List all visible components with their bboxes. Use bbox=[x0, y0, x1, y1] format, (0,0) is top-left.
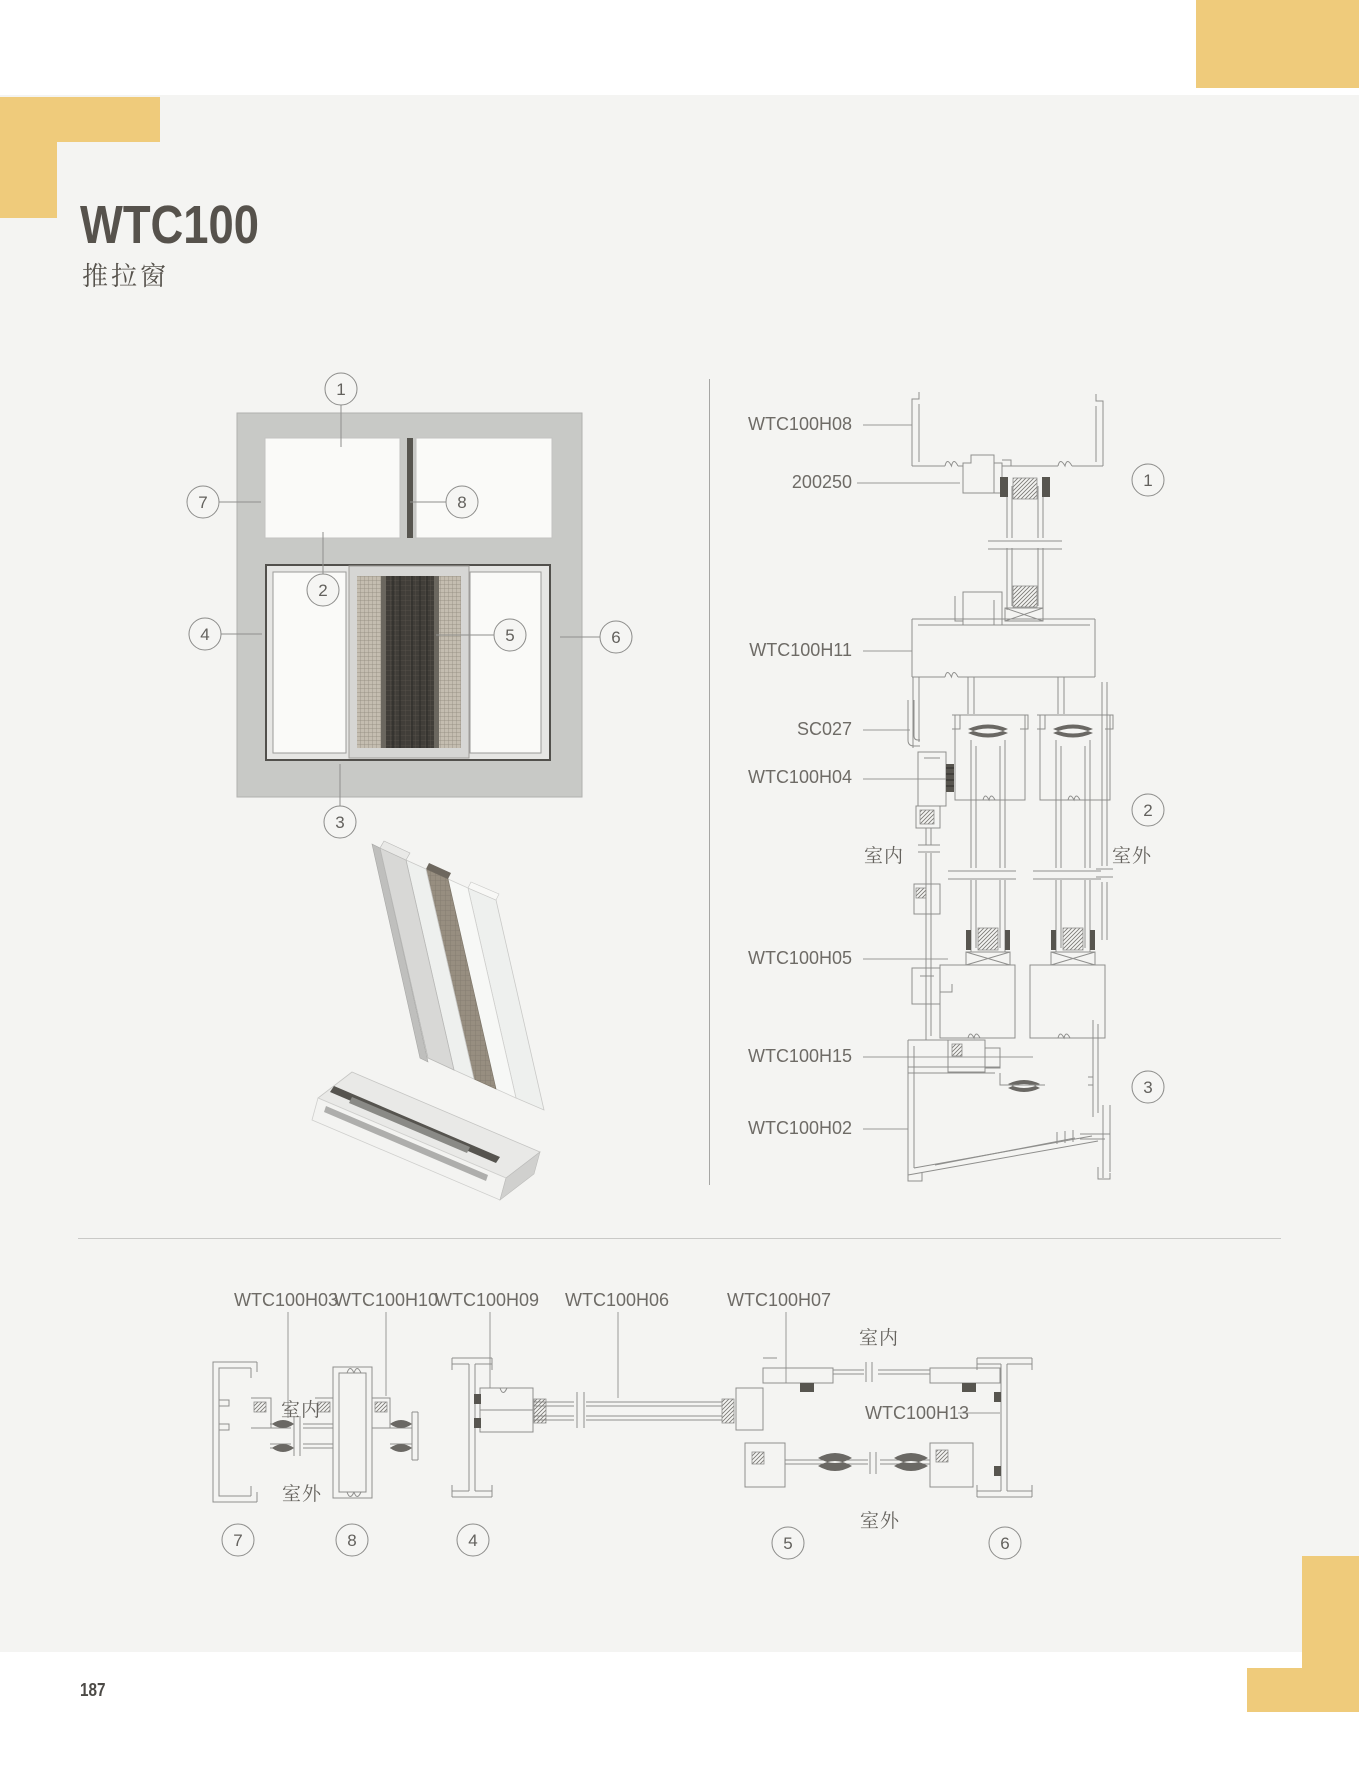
label-wtc100h04: WTC100H04 bbox=[747, 767, 852, 787]
detail-callout-7 bbox=[222, 1524, 254, 1556]
label-200250: 200250 bbox=[791, 472, 852, 492]
label-wtc100h10: WTC100H10 bbox=[333, 1290, 439, 1310]
svg-text:7: 7 bbox=[233, 1531, 243, 1550]
svg-text:5: 5 bbox=[505, 626, 515, 645]
svg-text:8: 8 bbox=[457, 493, 467, 512]
page-number: 187 bbox=[80, 1680, 106, 1700]
elevation-callout-8 bbox=[446, 486, 478, 518]
detail-callout-5 bbox=[772, 1527, 804, 1559]
svg-text:6: 6 bbox=[611, 628, 621, 647]
detail-callout-4 bbox=[457, 1524, 489, 1556]
label-wtc100h08: WTC100H08 bbox=[747, 414, 852, 434]
label-section-outdoor: 室外 bbox=[1112, 846, 1153, 867]
label-wtc100h06: WTC100H06 bbox=[564, 1290, 670, 1310]
label-wtc100h07: WTC100H07 bbox=[726, 1290, 832, 1310]
label-wtc100h03: WTC100H03 bbox=[233, 1290, 339, 1310]
label-wtc100h15: WTC100H15 bbox=[747, 1046, 852, 1066]
horizontal-rule bbox=[78, 1238, 1281, 1239]
window-elevation-diagram bbox=[150, 320, 650, 850]
label-sc027: SC027 bbox=[796, 719, 852, 739]
label-wtc100h09: WTC100H09 bbox=[434, 1290, 540, 1310]
svg-text:5: 5 bbox=[783, 1534, 793, 1553]
elevation-callout-1 bbox=[325, 373, 357, 405]
accent-topright-square bbox=[1196, 0, 1359, 88]
svg-text:2: 2 bbox=[318, 581, 328, 600]
svg-text:1: 1 bbox=[336, 380, 346, 399]
label-detail-outdoor-right: 室外 bbox=[859, 1511, 901, 1532]
elevation-callout-2 bbox=[307, 574, 339, 606]
svg-text:4: 4 bbox=[200, 625, 210, 644]
label-section-indoor: 室内 bbox=[864, 846, 905, 867]
section-callout-1 bbox=[1132, 464, 1164, 496]
isometric-profile-render bbox=[300, 840, 560, 1210]
section-callout-2 bbox=[1132, 794, 1164, 826]
label-detail-indoor-right: 室内 bbox=[858, 1328, 900, 1349]
accent-topleft-vertical bbox=[0, 97, 57, 218]
svg-text:1: 1 bbox=[1143, 471, 1153, 490]
accent-bottomright-horizontal bbox=[1247, 1668, 1359, 1712]
detail-callout-8 bbox=[336, 1524, 368, 1556]
elevation-callout-3 bbox=[324, 806, 356, 838]
label-detail-indoor-left: 室内 bbox=[280, 1400, 322, 1421]
elevation-callout-6 bbox=[600, 621, 632, 653]
label-wtc100h02: WTC100H02 bbox=[747, 1118, 852, 1138]
svg-text:2: 2 bbox=[1143, 801, 1153, 820]
page-subtitle: 推拉窗 bbox=[82, 261, 170, 291]
accent-bottomright-vertical bbox=[1302, 1556, 1359, 1668]
elevation-callout-7 bbox=[187, 486, 219, 518]
section-callout-3 bbox=[1132, 1071, 1164, 1103]
svg-text:8: 8 bbox=[347, 1531, 357, 1550]
svg-text:3: 3 bbox=[1143, 1078, 1153, 1097]
label-wtc100h05: WTC100H05 bbox=[747, 948, 852, 968]
detail-callout-6 bbox=[989, 1527, 1021, 1559]
svg-text:3: 3 bbox=[335, 813, 345, 832]
label-wtc100h11: WTC100H11 bbox=[749, 640, 852, 660]
svg-text:4: 4 bbox=[468, 1531, 478, 1550]
page-title: WTC100 bbox=[80, 195, 259, 255]
label-wtc100h13: WTC100H13 bbox=[865, 1403, 970, 1423]
elevation-callout-5 bbox=[494, 619, 526, 651]
label-detail-outdoor-left: 室外 bbox=[281, 1484, 323, 1505]
svg-text:6: 6 bbox=[1000, 1534, 1010, 1553]
elevation-callout-4 bbox=[189, 618, 221, 650]
svg-text:7: 7 bbox=[198, 493, 208, 512]
